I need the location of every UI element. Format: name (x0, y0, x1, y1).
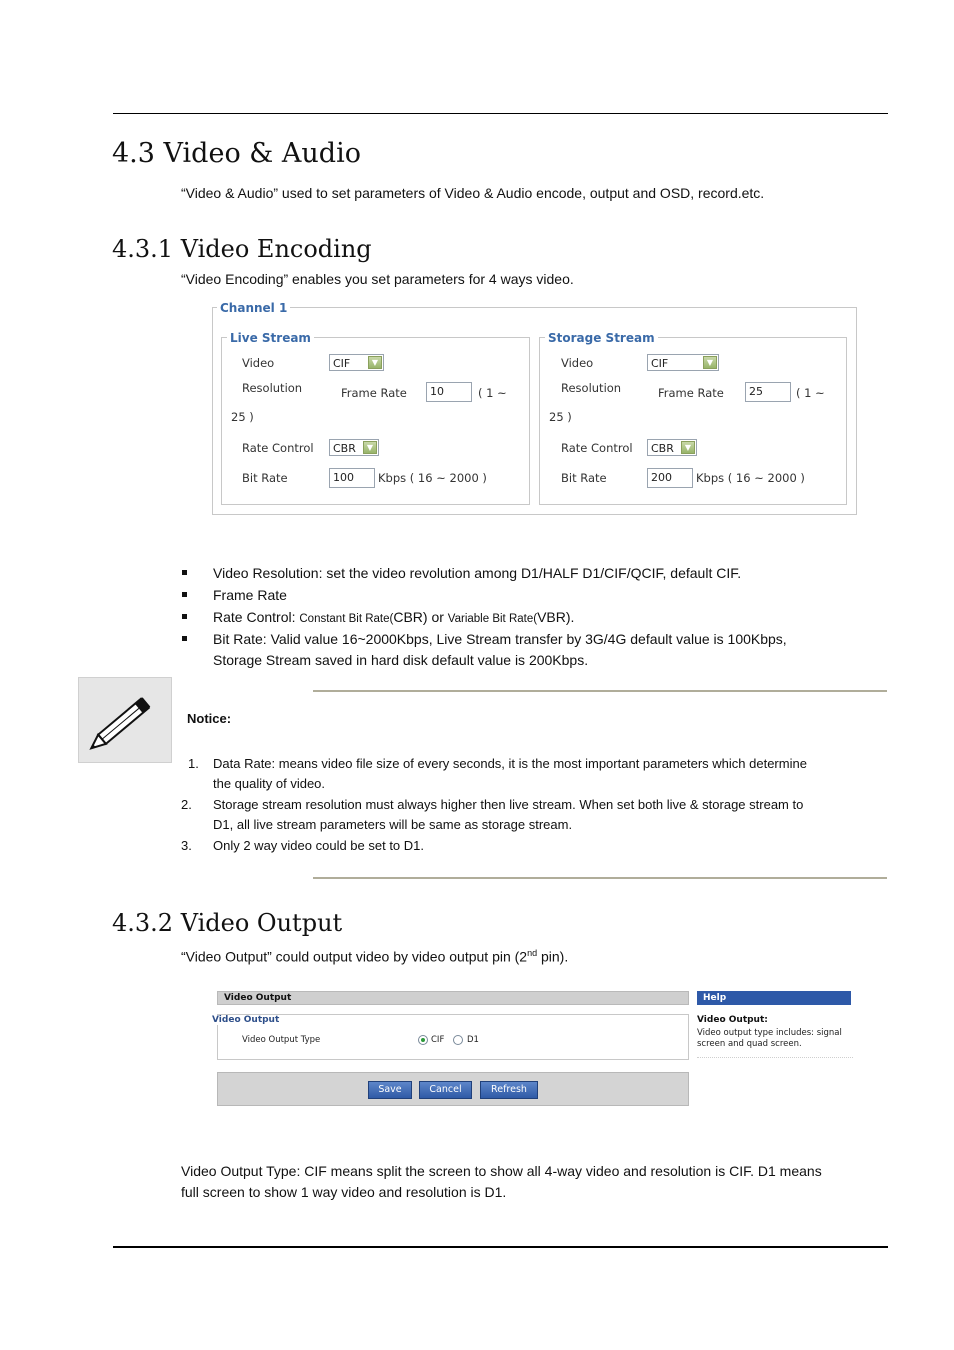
live-rate-control-select[interactable] (329, 439, 379, 456)
storage-rate-control-label: Rate Control (561, 441, 633, 455)
help-title: Video Output: (697, 1015, 768, 1025)
encoding-intro: “Video Encoding” enables you set parameters for 4 ways video. (181, 271, 574, 287)
bullet-cbr-small: Constant Bit Rate( (299, 613, 394, 625)
pencil-icon (78, 677, 172, 763)
help-divider (697, 1057, 853, 1058)
storage-stream-legend: Storage Stream (545, 331, 658, 345)
live-video-label: Video (242, 356, 275, 370)
notice-item-text: the quality of video. (213, 776, 326, 791)
channel-legend: Channel 1 (217, 301, 290, 315)
radio-d1-label: D1 (467, 1035, 479, 1045)
notice-item-text: Data Rate: means video file size of every seconds, it is the most important parameters which determine (213, 756, 807, 771)
chevron-down-icon: ▼ (363, 441, 377, 454)
output-intro (181, 943, 568, 968)
header-rule (113, 113, 888, 114)
storage-video-select[interactable] (647, 354, 719, 371)
notice-bottom-rule (313, 877, 887, 879)
bullet-frame-rate: Frame Rate (213, 587, 287, 603)
save-button[interactable]: Save (368, 1081, 412, 1099)
notice-item-number: 2. (181, 797, 192, 812)
live-rate-control-value: CBR (333, 442, 356, 455)
bullet-rate-control-prefix: Rate Control: (213, 609, 300, 625)
cancel-button[interactable]: Cancel (419, 1081, 472, 1099)
video-output-header: Video Output (217, 991, 689, 1005)
notice-item-text: Storage stream resolution must always higher then live stream. When set both live & storage stream to (213, 797, 804, 812)
live-bit-rate-label: Bit Rate (242, 471, 288, 485)
bullet-icon (182, 570, 187, 575)
bullet-vbr-small: Variable Bit Rate( (447, 613, 538, 625)
section-title: 4.3 Video & Audio (112, 138, 361, 169)
storage-frame-rate-range: ( 1 ~ (796, 386, 825, 400)
help-line: screen and quad screen. (697, 1039, 802, 1049)
live-frame-rate-range-end: 25 ) (231, 410, 254, 424)
storage-frame-rate-label: Frame Rate (658, 386, 724, 400)
bullet-resolution: Video Resolution: set the video revolution among D1/HALF D1/CIF/QCIF, default CIF. (213, 565, 742, 581)
storage-bit-rate-label: Bit Rate (561, 471, 607, 485)
refresh-button[interactable]: Refresh (480, 1081, 538, 1099)
notice-title: Notice: (187, 711, 232, 726)
bullet-icon (182, 592, 187, 597)
notice-top-rule (313, 690, 887, 692)
bullet-vbr: VBR). (537, 609, 575, 625)
output-intro-text: “Video Output” could output video by video output pin (2 (181, 948, 528, 965)
notice-item-text: Only 2 way video could be set to D1. (213, 838, 425, 853)
storage-resolution-label: Resolution (561, 381, 622, 395)
storage-frame-rate-range-end: 25 ) (549, 410, 572, 424)
storage-video-value: CIF (651, 357, 669, 370)
chevron-down-icon: ▼ (368, 356, 382, 369)
storage-bit-rate-input[interactable]: 200 (647, 468, 693, 488)
live-resolution-label: Resolution (242, 381, 303, 395)
output-intro-sup: nd (527, 948, 538, 958)
chevron-down-icon: ▼ (703, 356, 717, 369)
radio-d1[interactable] (453, 1035, 463, 1045)
live-bit-rate-input[interactable]: 100 (329, 468, 375, 488)
output-intro-end: pin). (537, 948, 569, 965)
help-line: Video output type includes: signal (697, 1028, 842, 1038)
bullet-bit-rate-line1: Bit Rate: Valid value 16~2000Kbps, Live Stream transfer by 3G/4G default value is 100Kbps, (213, 631, 787, 647)
storage-rate-control-value: CBR (651, 442, 674, 455)
footer-rule (113, 1246, 888, 1248)
notice-item-text: D1, all live stream parameters will be same as storage stream. (213, 817, 573, 832)
bullet-icon (182, 636, 187, 641)
live-frame-rate-input[interactable]: 10 (426, 382, 472, 402)
bullet-rate-control (213, 607, 574, 630)
live-video-select[interactable] (329, 354, 384, 371)
live-frame-rate-label: Frame Rate (341, 386, 407, 400)
chevron-down-icon: ▼ (681, 441, 695, 454)
encoding-title: 4.3.1 Video Encoding (112, 235, 372, 263)
storage-bit-rate-unit: Kbps ( 16 ~ 2000 ) (696, 471, 805, 485)
radio-cif-label: CIF (431, 1035, 445, 1045)
storage-video-label: Video (561, 356, 594, 370)
storage-frame-rate-input[interactable]: 25 (745, 382, 791, 402)
notice-item-number: 3. (181, 838, 192, 853)
help-header: Help (697, 991, 851, 1005)
section-intro: “Video & Audio” used to set parameters of Video & Audio encode, output and OSD, record.etc. (181, 185, 765, 201)
radio-cif[interactable] (418, 1035, 428, 1045)
live-video-value: CIF (333, 357, 351, 370)
bullet-cbr: CBR) or (393, 609, 448, 625)
bullet-icon (182, 614, 187, 619)
live-bit-rate-unit: Kbps ( 16 ~ 2000 ) (378, 471, 487, 485)
live-frame-rate-range: ( 1 ~ (478, 386, 507, 400)
video-output-type-label: Video Output Type (242, 1035, 321, 1045)
storage-rate-control-select[interactable] (647, 439, 697, 456)
help-body (697, 1028, 853, 1050)
output-desc-line2: full screen to show 1 way video and resolution is D1. (181, 1184, 507, 1200)
notice-item-number: 1. (188, 756, 199, 771)
output-title: 4.3.2 Video Output (112, 909, 343, 937)
live-stream-legend: Live Stream (227, 331, 314, 345)
live-rate-control-label: Rate Control (242, 441, 314, 455)
video-output-group-legend: Video Output (212, 1015, 280, 1025)
output-desc-line1: Video Output Type: CIF means split the screen to show all 4-way video and resolution is CIF. D1 means (181, 1163, 822, 1179)
bullet-bit-rate-line2: Storage Stream saved in hard disk default value is 200Kbps. (213, 652, 589, 668)
